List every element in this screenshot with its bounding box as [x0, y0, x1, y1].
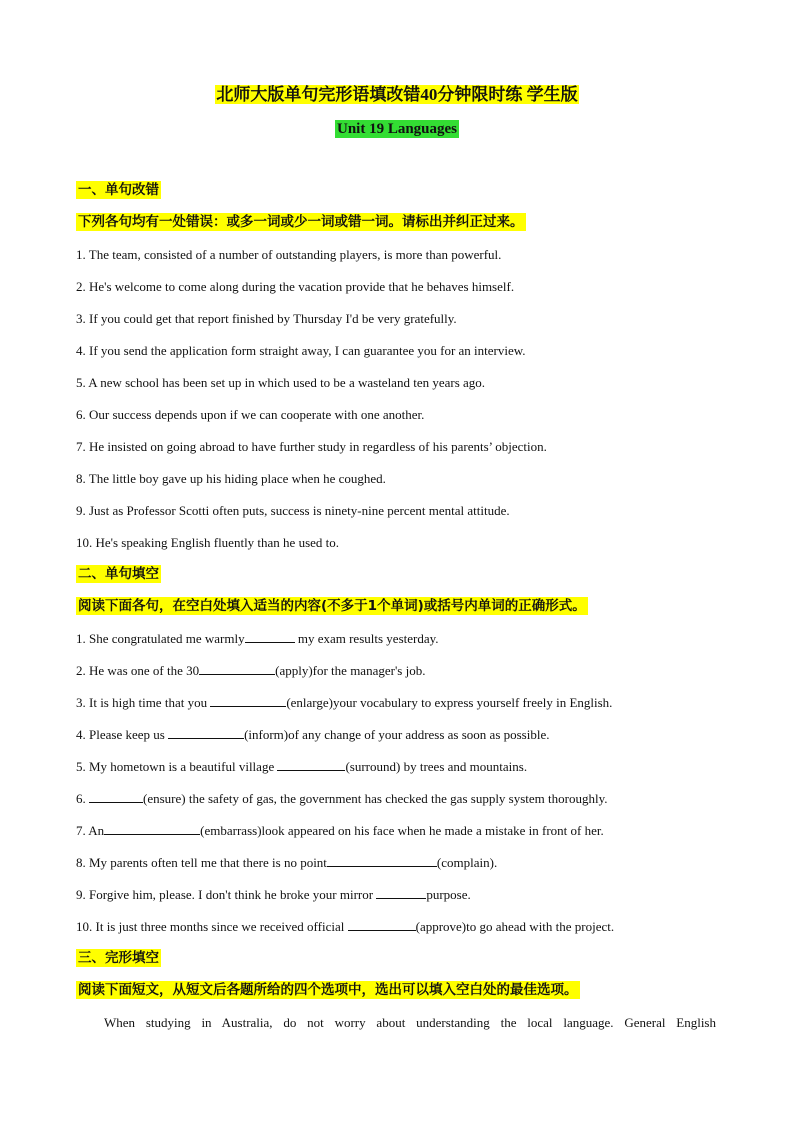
answer-blank[interactable] [376, 886, 426, 899]
fill-item: 5. My hometown is a beautiful village (surround) by trees and mountains. [76, 759, 528, 774]
document-title: 北师大版单句完形语填改错40分钟限时练 学生版 [216, 85, 578, 104]
section1-heading: 一、单句改错 [78, 182, 159, 198]
error-item: 2. He's welcome to come along during the vacation provide that he behaves himself. [76, 279, 515, 294]
error-item: 9. Just as Professor Scotti often puts, success is ninety-nine percent mental attitude. [76, 503, 510, 518]
error-item: 6. Our success depends upon if we can cooperate with one another. [76, 407, 425, 422]
error-item: 3. If you could get that report finished by Thursday I'd be very gratefully. [76, 311, 457, 326]
error-item: 8. The little boy gave up his hiding place when he coughed. [76, 471, 386, 486]
cloze-passage: When studying in Australia, do not worry about understanding the local language. General English [104, 1015, 716, 1030]
section2-heading: 二、单句填空 [78, 566, 159, 582]
answer-blank[interactable] [245, 630, 295, 643]
error-item: 4. If you send the application form straight away, I can guarantee you for an interview. [76, 343, 526, 358]
answer-blank[interactable] [210, 694, 286, 707]
fill-item: 1. She congratulated me warmly my exam results yesterday. [76, 631, 439, 646]
fill-item: 3. It is high time that you (enlarge)your vocabulary to express yourself freely in English. [76, 695, 613, 710]
error-item: 10. He's speaking English fluently than he used to. [76, 535, 340, 550]
answer-blank[interactable] [104, 822, 200, 835]
section3-heading: 三、完形填空 [78, 950, 159, 966]
section1-instruction: 下列各句均有一处错误：或多一词或少一词或错一词。请标出并纠正过来。 [78, 214, 524, 230]
error-item: 5. A new school has been set up in which used to be a wasteland ten years ago. [76, 375, 486, 390]
fill-item: 7. An (embarrass)look appeared on his face when he made a mistake in front of her. [76, 823, 604, 838]
fill-item: 2. He was one of the 30 (apply)for the manager's job. [76, 663, 426, 678]
fill-item: 4. Please keep us (inform)of any change of your address as soon as possible. [76, 727, 550, 742]
answer-blank[interactable] [168, 726, 244, 739]
section3-instruction: 阅读下面短文，从短文后各题所给的四个选项中，选出可以填入空白处的最佳选项。 [78, 982, 578, 998]
fill-item: 9. Forgive him, please. I don't think he broke your mirror purpose. [76, 887, 471, 902]
error-item: 1. The team, consisted of a number of outstanding players, is more than powerful. [76, 247, 502, 262]
fill-item: 8. My parents often tell me that there is no point (complain). [76, 855, 498, 870]
answer-blank[interactable] [277, 758, 345, 771]
unit-subtitle: Unit 19 Languages [336, 121, 458, 137]
error-item: 7. He insisted on going abroad to have further study in regardless of his parents’ objection. [76, 439, 547, 454]
answer-blank[interactable] [199, 662, 275, 675]
fill-item: 6. (ensure) the safety of gas, the government has checked the gas supply system thoroughly. [76, 791, 608, 806]
answer-blank[interactable] [348, 918, 416, 931]
fill-item: 10. It is just three months since we received official (approve)to go ahead with the project. [76, 919, 615, 934]
answer-blank[interactable] [327, 854, 437, 867]
section2-instruction: 阅读下面各句，在空白处填入适当的内容(不多于1个单词)或括号内单词的正确形式。 [78, 598, 586, 614]
answer-blank[interactable] [89, 790, 143, 803]
